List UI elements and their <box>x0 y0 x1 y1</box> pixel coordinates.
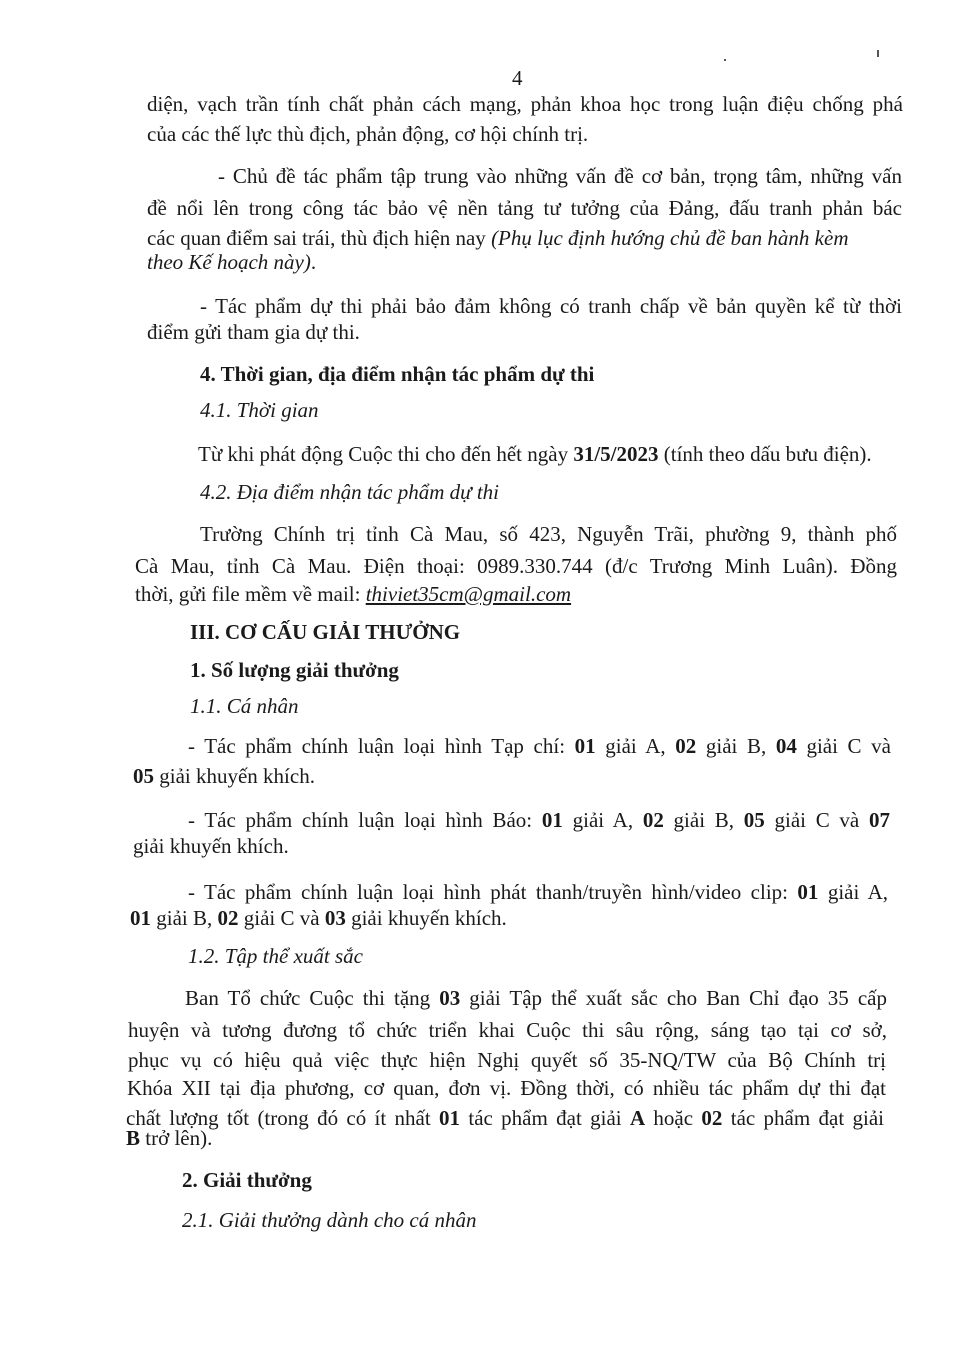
text: giải A, <box>818 880 888 904</box>
collective-line-3: phục vụ có hiệu quả việc thực hiện Nghị quyết số 35-NQ/TW của Bộ Chính trị <box>128 1048 886 1072</box>
text: giải khuyến khích. <box>345 906 507 930</box>
copyright-line-1: - Tác phẩm dự thi phải bảo đảm không có tranh chấp về bản quyền kể từ thời <box>200 294 902 318</box>
text: giải A, <box>595 734 676 758</box>
text: Ban Tổ chức Cuộc thi tặng <box>185 986 440 1010</box>
topic-line-2: đề nổi lên trong công tác bảo vệ nền tảng tư tưởng của Đảng, đấu tranh phản bác <box>147 196 902 220</box>
deadline-text: Từ khi phát động Cuộc thi cho đến hết ngày <box>198 442 574 466</box>
collective-line-2: huyện và tương đương tổ chức triển khai Cuộc thi sâu rộng, sáng tạo tại cơ sở, <box>128 1018 887 1042</box>
number: 04 <box>775 734 797 758</box>
broadcast-prize-line-1 <box>188 878 888 906</box>
page-number: 4 <box>512 66 523 90</box>
text: giải C và <box>238 906 325 930</box>
heading-1-prize-count: 1. Số lượng giải thưởng <box>190 658 399 682</box>
text: - Tác phẩm chính luận loại hình Báo: <box>188 808 542 832</box>
heading-2-1-individual-prizes: 2.1. Giải thưởng dành cho cá nhân <box>182 1208 477 1232</box>
heading-2-prizes: 2. Giải thưởng <box>182 1168 312 1192</box>
address-line-3 <box>135 580 571 608</box>
text: giải B, <box>151 906 218 930</box>
text: tác phẩm đạt giải <box>722 1106 884 1130</box>
deadline-note: (tính theo dấu bưu điện). <box>658 442 872 466</box>
subheading-4-2: 4.2. Địa điểm nhận tác phẩm dự thi <box>200 480 500 504</box>
subheading-4-1: 4.1. Thời gian <box>200 398 319 422</box>
scan-speck <box>877 50 879 57</box>
text: giải B, <box>663 808 744 832</box>
broadcast-prize-line-2 <box>130 904 507 932</box>
appendix-reference-end: theo Kế hoạch này) <box>147 250 311 274</box>
text: - Tác phẩm chính luận loại hình phát thanh/truyền hình/video clip: <box>188 880 798 904</box>
number: 05 <box>133 764 154 788</box>
deadline-date: 31/5/2023 <box>573 442 659 466</box>
text: giải C và <box>796 734 891 758</box>
number: 01 <box>130 906 151 930</box>
email-link[interactable]: thiviet35cm@gmail.com <box>365 582 572 606</box>
number: 07 <box>868 808 890 832</box>
text: giải B, <box>696 734 776 758</box>
number: 02 <box>675 734 697 758</box>
intro-line-1: diện, vạch trần tính chất phản cách mạng, phản khoa học trong luận điệu chống phá <box>147 92 903 116</box>
section-4-heading: 4. Thời gian, địa điểm nhận tác phẩm dự thi <box>200 362 595 386</box>
text: trở lên). <box>140 1126 213 1150</box>
copyright-line-2: điểm gửi tham gia dự thi. <box>147 320 360 344</box>
appendix-reference: (Phụ lục định hướng chủ đề ban hành kèm <box>491 226 849 250</box>
collective-line-6 <box>126 1124 212 1152</box>
address-line-1: Trường Chính trị tỉnh Cà Mau, số 423, Nguyễn Trãi, phường 9, thành phố <box>200 522 897 546</box>
address-line-2: Cà Mau, tỉnh Cà Mau. Điện thoại: 0989.330.744 (đ/c Trương Minh Luân). Đồng <box>135 554 897 578</box>
number: 02 <box>701 1106 723 1130</box>
newspaper-prize-line-2: giải khuyến khích. <box>133 834 289 858</box>
topic-line-1: - Chủ đề tác phẩm tập trung vào những vấn đề cơ bản, trọng tâm, những vấn <box>218 164 902 188</box>
text: giải C và <box>764 808 869 832</box>
text: giải Tập thể xuất sắc cho Ban Chỉ đạo 35 cấp <box>460 986 887 1010</box>
collective-line-1 <box>185 984 887 1012</box>
number: 01 <box>574 734 596 758</box>
number: A <box>629 1106 646 1130</box>
text: chất lượng tốt (trong đó có ít nhất <box>126 1106 440 1130</box>
magazine-prize-line-1 <box>188 732 891 760</box>
heading-1-2-collective: 1.2. Tập thể xuất sắc <box>188 944 363 968</box>
text: hoặc <box>645 1106 702 1130</box>
number: 01 <box>797 880 819 904</box>
grade-letter: B <box>126 1126 141 1150</box>
deadline-line <box>198 440 872 468</box>
text: giải khuyến khích. <box>154 764 315 788</box>
collective-line-5 <box>126 1104 884 1132</box>
topic-line-4 <box>147 248 316 276</box>
text: tác phẩm đạt giải <box>460 1106 630 1130</box>
number: 02 <box>217 906 239 930</box>
text: giải A, <box>562 808 643 832</box>
section-iii-heading: III. CƠ CẤU GIẢI THƯỞNG <box>190 620 461 644</box>
email-label: thời, gửi file mềm về mail: <box>135 582 366 606</box>
scan-speck <box>724 59 726 61</box>
number: 03 <box>324 906 346 930</box>
number: 01 <box>541 808 563 832</box>
period: . <box>310 250 317 274</box>
newspaper-prize-line-1 <box>188 806 890 834</box>
number: 05 <box>743 808 765 832</box>
number: 01 <box>439 1106 461 1130</box>
number: 03 <box>439 986 461 1010</box>
topic-line-3-text: các quan điểm sai trái, thù địch hiện nay <box>147 226 492 250</box>
collective-line-4: Khóa XII tại địa phương, cơ quan, đơn vị. Đồng thời, có nhiều tác phẩm dự thi đạt <box>127 1076 886 1100</box>
number: 02 <box>642 808 664 832</box>
text: - Tác phẩm chính luận loại hình Tạp chí: <box>188 734 575 758</box>
heading-1-1-individual: 1.1. Cá nhân <box>190 694 299 718</box>
magazine-prize-line-2 <box>133 762 315 790</box>
intro-line-2: của các thế lực thù địch, phản động, cơ hội chính trị. <box>147 122 589 146</box>
